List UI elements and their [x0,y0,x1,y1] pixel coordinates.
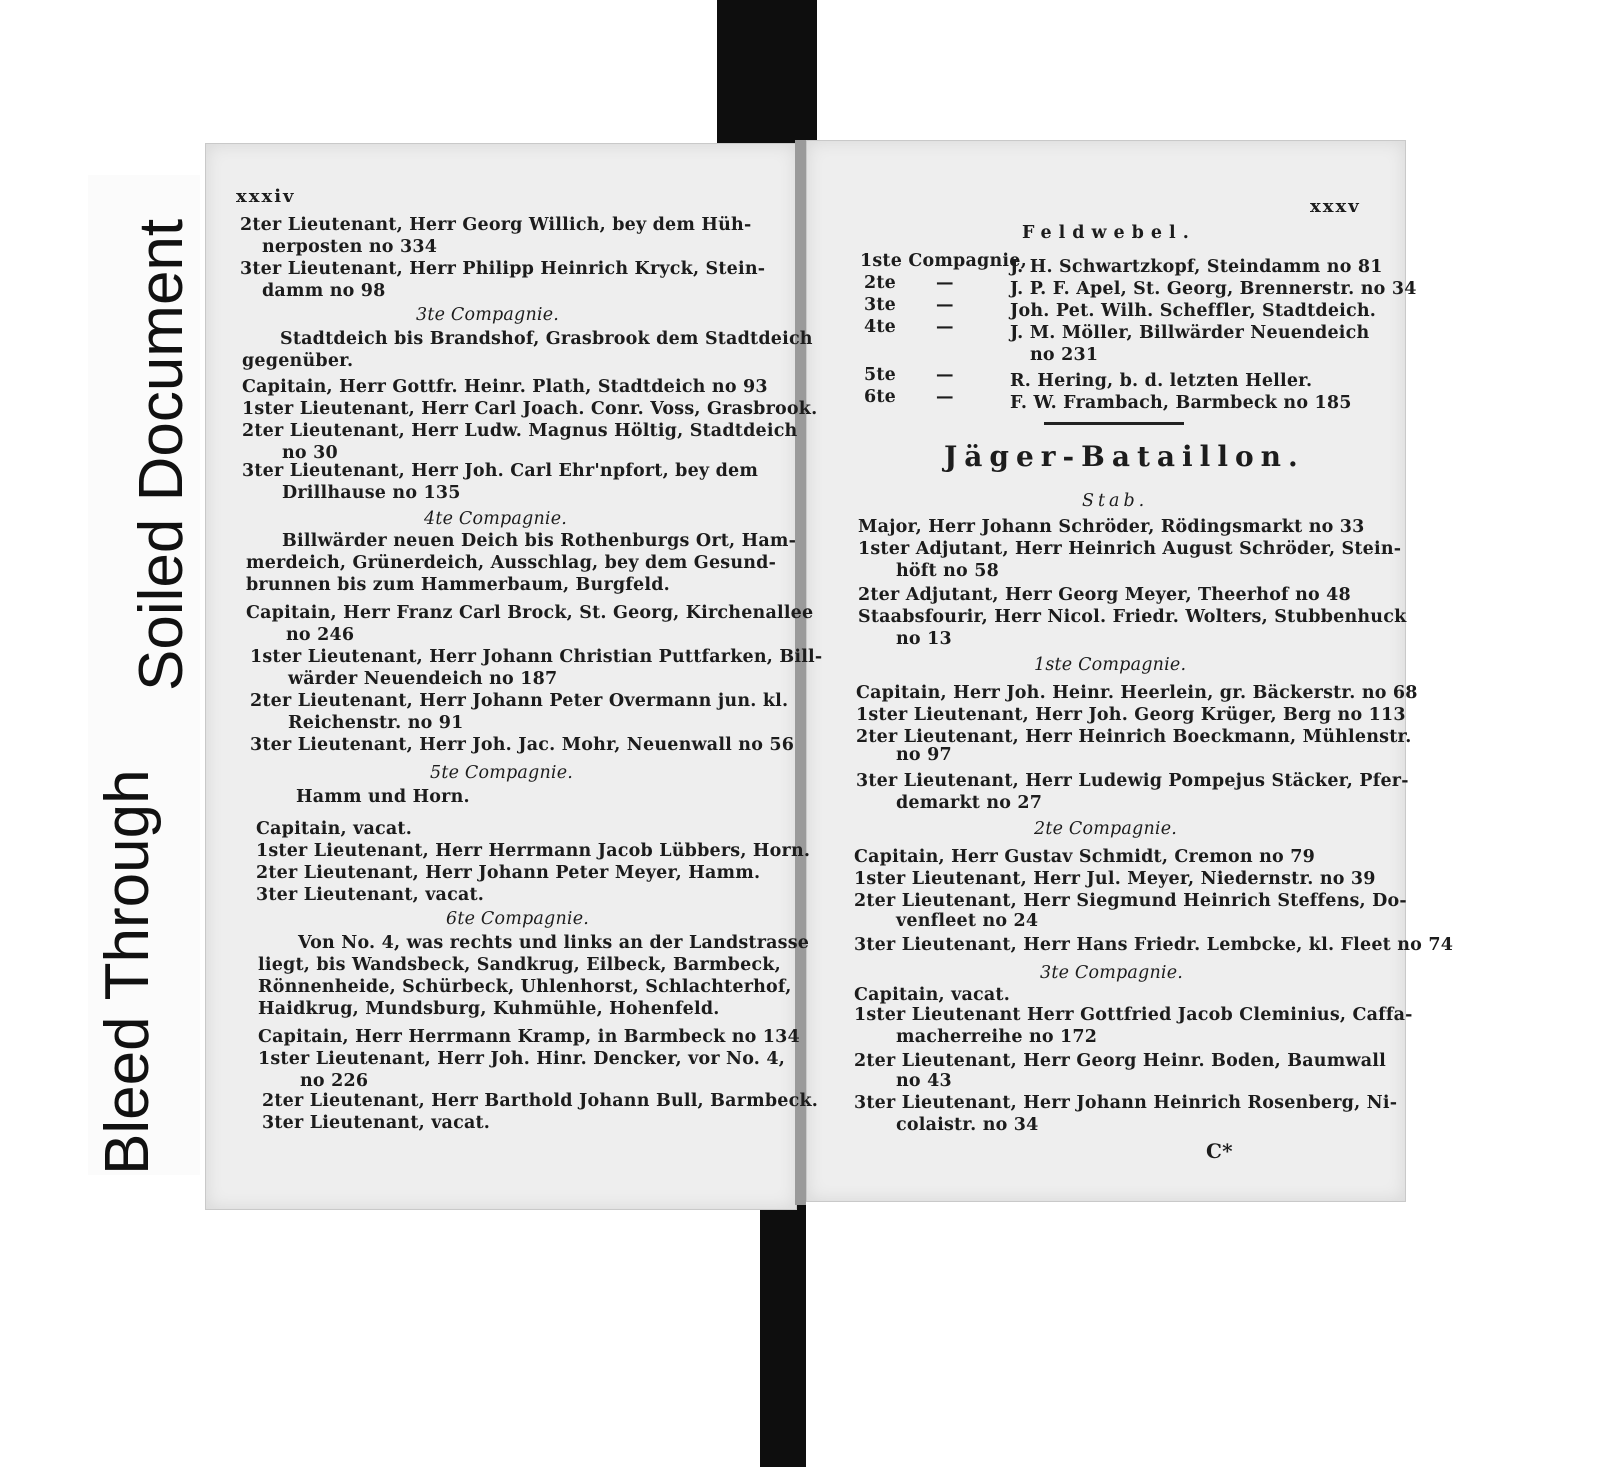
ditto-dash: — [936,273,954,293]
text-line: 1ster Lieutenant, Herr Herrmann Jacob Lübbers, Horn. [256,841,811,861]
text-line: gegenüber. [242,351,354,371]
text-line: liegt, bis Wandsbeck, Sandkrug, Eilbeck, Barmbeck, [258,955,781,975]
text-line: nerposten no 334 [262,237,438,257]
section-heading: 3te Compagnie. [416,305,560,325]
section-heading: Stab. [1082,491,1149,511]
section-rule [1044,422,1184,425]
feldwebel-heading: Feldwebel. [1022,223,1196,243]
text-line: 3ter Lieutenant, Herr Joh. Carl Ehr'npfort, bey dem [242,461,759,481]
ditto-dash: — [936,295,954,315]
text-line: demarkt no 27 [896,793,1043,813]
text-line: 1ster Adjutant, Herr Heinrich August Schröder, Stein- [858,539,1402,559]
left-page-number: xxxiv [236,186,296,207]
ditto-dash: — [936,317,954,337]
text-line: Capitain, vacat. [854,985,1011,1005]
text-line: Capitain, Herr Gottfr. Heinr. Plath, Stadtdeich no 93 [242,377,768,397]
text-line: 3ter Lieutenant, Herr Johann Heinrich Rosenberg, Ni- [854,1093,1398,1113]
text-line: no 13 [896,629,952,649]
ditto-dash: — [936,365,954,385]
text-line: Capitain, Herr Franz Carl Brock, St. Georg, Kirchenallee [246,603,814,623]
binding-tape-bottom [760,1195,806,1467]
label-bleed-through: Bleed Through [93,769,162,1175]
text-line: Von No. 4, was rechts und links an der Landstrasse [298,933,810,953]
text-line: 3ter Lieutenant, Herr Joh. Jac. Mohr, Neuenwall no 56 [250,735,795,755]
text-line: 2ter Lieutenant, Herr Siegmund Heinrich Steffens, Do- [854,891,1407,911]
text-line: colaistr. no 34 [896,1115,1039,1135]
binding-tape-top [717,0,817,145]
feldwebel-company: 4te [864,317,896,337]
text-line: Hamm und Horn. [296,787,470,807]
section-heading: 3te Compagnie. [1040,963,1184,983]
feldwebel-entry: F. W. Frambach, Barmbeck no 185 [1010,393,1352,413]
text-line: Staabsfourir, Herr Nicol. Friedr. Wolters, Stubbenhuck [858,607,1407,627]
text-line: Major, Herr Johann Schröder, Rödingsmarkt no 33 [858,517,1365,537]
text-line: 2ter Lieutenant, Herr Georg Heinr. Boden, Baumwall [854,1051,1386,1071]
text-line: 2ter Adjutant, Herr Georg Meyer, Theerhof no 48 [858,585,1351,605]
text-line: 3ter Lieutenant, Herr Philipp Heinrich Kryck, Stein- [240,259,766,279]
text-line: Capitain, Herr Gustav Schmidt, Cremon no 79 [854,847,1315,867]
text-line: 2ter Lieutenant, Herr Georg Willich, bey dem Hüh- [240,215,752,235]
text-line: brunnen bis zum Hammerbaum, Burgfeld. [246,575,670,595]
feldwebel-entry: J. M. Möller, Billwärder Neuendeich [1010,323,1370,343]
text-line: Reichenstr. no 91 [288,713,464,733]
section-heading: 1ste Compagnie. [1034,655,1187,675]
text-line: höft no 58 [896,561,999,581]
text-line: venfleet no 24 [896,911,1039,931]
right-page-number: xxxv [1310,196,1361,217]
section-heading: 4te Compagnie. [424,509,568,529]
text-line: wärder Neuendeich no 187 [288,669,558,689]
text-line: 1ster Lieutenant, Herr Johann Christian Puttfarken, Bill- [250,647,823,667]
feldwebel-entry: J. P. F. Apel, St. Georg, Brennerstr. no 34 [1010,279,1417,299]
text-line: Capitain, Herr Herrmann Kramp, in Barmbeck no 134 [258,1027,800,1047]
text-line: Capitain, Herr Joh. Heinr. Heerlein, gr. Bäckerstr. no 68 [856,683,1418,703]
text-line: 3ter Lieutenant, vacat. [262,1113,491,1133]
section-heading: 6te Compagnie. [446,909,590,929]
text-line: Rönnenheide, Schürbeck, Uhlenhorst, Schlachterhof, [258,977,792,997]
section-heading: 2te Compagnie. [1034,819,1178,839]
battalion-heading: Jäger-Bataillon. [944,440,1305,473]
feldwebel-entry-cont: no 231 [1030,345,1099,365]
text-line: 1ster Lieutenant, Herr Jul. Meyer, Niedernstr. no 39 [854,869,1376,889]
text-line: merdeich, Grünerdeich, Ausschlag, bey dem Gesund- [246,553,777,573]
ditto-dash: — [936,387,954,407]
text-line: 2ter Lieutenant, Herr Johann Peter Overmann jun. kl. [250,691,789,711]
label-soiled-document: Soiled Document [127,218,196,691]
text-line: Billwärder neuen Deich bis Rothenburgs Ort, Ham- [282,531,797,551]
text-line: 2ter Lieutenant, Herr Johann Peter Meyer, Hamm. [256,863,761,883]
text-line: 1ster Lieutenant, Herr Joh. Hinr. Dencker, vor No. 4, [258,1049,786,1069]
text-line: Capitain, vacat. [256,819,413,839]
feldwebel-company: 5te [864,365,896,385]
text-line: 2ter Lieutenant, Herr Ludw. Magnus Höltig, Stadtdeich [242,421,798,441]
signature-mark: C* [1206,1139,1233,1163]
feldwebel-company: 1ste Compagnie, [860,251,1027,271]
text-line: Haidkrug, Mundsburg, Kuhmühle, Hohenfeld. [258,999,720,1019]
text-line: Stadtdeich bis Brandshof, Grasbrook dem Stadtdeich [280,329,813,349]
text-line: 3ter Lieutenant, Herr Hans Friedr. Lembcke, kl. Fleet no 74 [854,935,1454,955]
text-line: Drillhause no 135 [282,483,461,503]
text-line: 2ter Lieutenant, Herr Barthold Johann Bull, Barmbeck. [262,1091,819,1111]
feldwebel-company: 3te [864,295,896,315]
text-line: no 30 [282,443,338,463]
feldwebel-entry: Joh. Pet. Wilh. Scheffler, Stadtdeich. [1010,301,1377,321]
text-line: 1ster Lieutenant Herr Gottfried Jacob Cleminius, Caffa- [854,1005,1413,1025]
text-line: damm no 98 [262,281,386,301]
text-line: no 226 [300,1071,369,1091]
text-line: 2ter Lieutenant, Herr Heinrich Boeckmann, Mühlenstr. [856,727,1412,747]
feldwebel-entry: R. Hering, b. d. letzten Heller. [1010,371,1313,391]
text-line: 1ster Lieutenant, Herr Joh. Georg Krüger, Berg no 113 [856,705,1406,725]
text-line: macherreihe no 172 [896,1027,1098,1047]
text-line: 3ter Lieutenant, vacat. [256,885,485,905]
text-line: no 97 [896,745,952,765]
feldwebel-entry: J. H. Schwartzkopf, Steindamm no 81 [1010,257,1383,277]
feldwebel-company: 2te [864,273,896,293]
text-line: no 246 [286,625,355,645]
text-line: 1ster Lieutenant, Herr Carl Joach. Conr. Voss, Grasbrook. [242,399,818,419]
text-line: 3ter Lieutenant, Herr Ludewig Pompejus Stäcker, Pfer- [856,771,1409,791]
section-heading: 5te Compagnie. [430,763,574,783]
feldwebel-company: 6te [864,387,896,407]
text-line: no 43 [896,1071,952,1091]
